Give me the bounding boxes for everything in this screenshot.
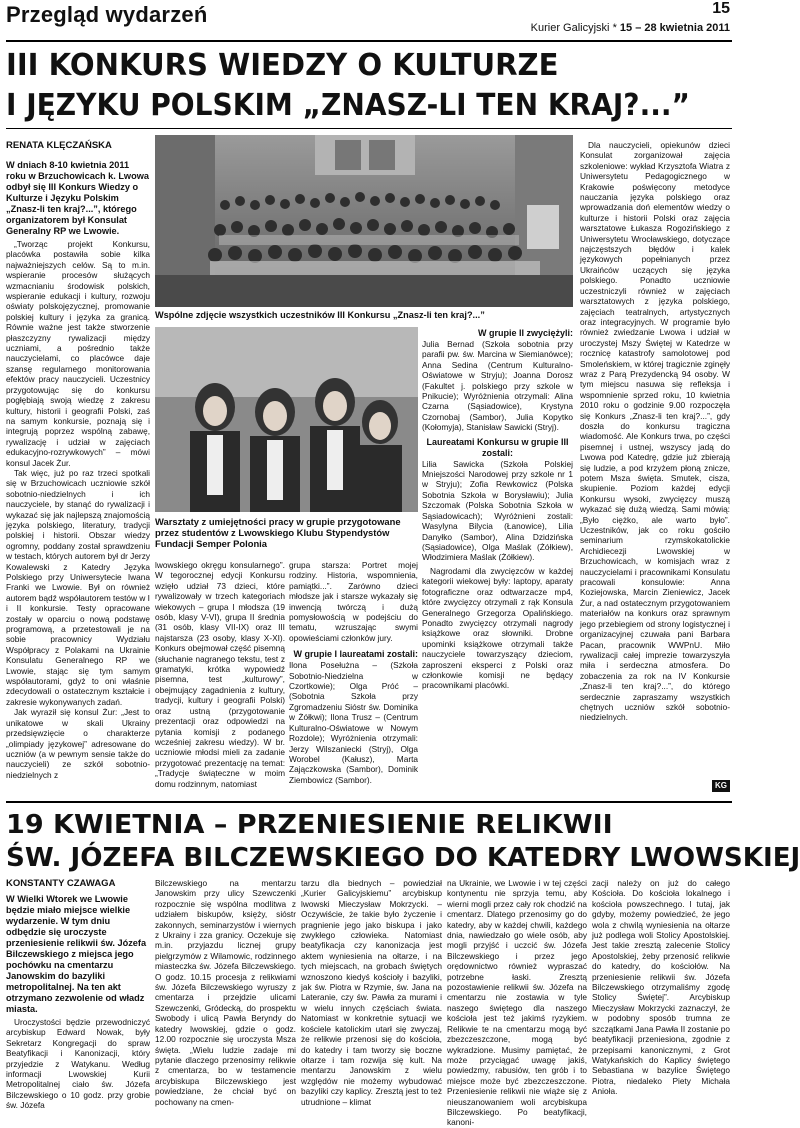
group-photo-image	[155, 135, 573, 307]
article2-column-2	[155, 878, 296, 1106]
winners-group-2-header: W grupie II zwyciężyli:	[477, 328, 573, 338]
article1-paragraph: Nagrodami dla zwycięzców w każdej kategorii wiekowej były: laptopy, aparaty fotograficzne oraz odtwarzacze mp4, które zwycięzcy otrzymali z rąk Konsula Generalnego Grzegorza Opalińskiego. Ponadto zwycięzcy otrzymali nagrody książkowe oraz słowniki. Drobne upominki książkowe otrzymali także nauczyciele towarzyszący dzieciom, zaproszeni eksperci z Polski oraz członkowie komisji ne będący pracownikami placówki.	[422, 566, 573, 691]
group-photo-caption: Wspólne zdjęcie wszystkich uczestników III Konkursu „Znasz-li ten kraj?...”	[155, 310, 485, 320]
issue-separator: *	[612, 22, 620, 34]
article1-paragraph: „Tworząc projekt Konkursu, placówka postawiła sobie kilka najważniejszych celów. Są to m.in. wspieranie procesów służących wzmacnianiu środowisk polskich, wspieranie edukacji i kultury, rozwoju oświaty polskojęzycznej, promowanie polskiej kultury i języka za granicą. Równie ważne jest także stworzenie płaszczyzny rywalizacji między uczniami, a pośrednio także nauczycielami, co placówce daje szansę regularnego monitorowania efektów pracy nauczycieli. Uczestnicy przygotowując się do konkursu pogłębiają swoją wiedzę z zakresu kultury, historii i geografii Polski, zaś na samym konkursie, poznają się i integrują poprzez wspólną zabawę, rywalizację i udział w zajęciach edukacyjno-rozrywkowych” – mówi konsul Jacek Żur.	[6, 239, 150, 468]
article1-paragraph: lwowskiego okręgu konsularnego”. W tegorocznej edycji Konkursu wzięło udział 73 dzieci, które rywalizowały w trzech kategoriach wiekowych – grupa I młodsza (19 osób, klasy V-VI), grupa II średnia (31 osób, klasy VII-IX) oraz III najstarsza (23 osoby, klasy X-XI). Konkurs obejmował część pisemną (słuchanie nagranego tekstu, test z gramatyki, krótka wypowiedź pisemna, test „kulturowy”, obejmujący zagadnienia z kultury, tradycji, kultury i geografii Polski) oraz ustną (przygotowanie prezentacji oraz odpowiedzi na pytania komisji z podanego wcześniej zakresu wiedzy). W br. uczniowie młodsi mieli za zadanie przygotować prezentację na temat: „Tradycje świąteczne w moim domu rodzinnym, natomiast	[155, 560, 285, 789]
section-title: Przegląd wydarzeń	[6, 2, 208, 27]
kg-logo: KG	[712, 780, 730, 792]
article2-title-line2: ŚW. JÓZEFA BILCZEWSKIEGO DO KATEDRY LWOWSKIEJ	[6, 843, 800, 873]
article2-lead: W Wielki Wtorek we Lwowie będzie miało miejsce wielkie wydarzenie. W tym dniu odbędzie się uroczyste przeniesienie relikwii św. Józefa Bilczewskiego z miejsca jego pochówku na cmentarzu Janowskim do bazyliki metropolitalnej. Na ten akt otrzymano zezwolenie od władz miasta.	[6, 894, 147, 1014]
article1-paragraph: Dla nauczycieli, opiekunów dzieci Konsulat zorganizował zajęcia szkoleniowe: wykład Krzysztofa Wiatra z Uniwersytetu Pedagogicznego w Krakowie poświęcony metodyce nauczania języka polskiego oraz wprowadzania doń elementów wiedzy o kulturze i historii Polski oraz zajęcia warsztatowe Łukasza Rogozińskiego z Uniwersytetu Wrocławskiego, dotyczące najczęstszych błędów i kalek językowych popełnianych przez Ukraińców uczących się języka polskiego. Ponadto uczniowie uczestniczyli również w zajęciach warsztatowych z języka polskiego, zajęciach teatralnych, artystycznych oraz integracyjnych. W programie było również zwiedzanie Lwowa i udział w uroczystej Mszy Świętej w Katedrze w rocznicę katastrofy samolotowej pod Smoleńskiem, w której tragicznie zginęły wraz z Parą Prezydencką 94 osoby. W tym miejscu nasuwa się refleksja i wspomnienie sprzed roku, 10 kwietnia 2010 roku o godzinie 9.00 rozpoczęła się Konkurs „Znasz-li ten kraj?...”, gdy doszła do konkursu tragiczna wiadomość. Ale Konkurs trwa, po części pisemnej i ustnej, wszyscy jadą do Lwowa pod Katedrę, gdzie już zbierają się ludzie, a pod krzyżem płoną znicze, potem Msza święta. Smutek, cisza, skupienie. Poziom każdej edycji Konkursu wysoki, zwycięzcy muszą wykazać się dużą wiedzą. Sami mówią: „Było ciężko, ale warto było”. Uczestników, jak co roku gościło seminarium rzymskokatolickie Archidiecezji Lwowskiej w Brzuchowicach, w komisjach wraz z nauczycielami i pracownikami Konsulatu pracowali konsulowie: Anna Koziejowska, Marcin Zieniewicz, Jacek Żur, a nad ostatecznym przygotowaniem materiałów na konkurs oraz sprawnym jego przebiegiem od strony logistycznej i organizacyjnej czuwała pani Barbara Pacan, pracownik WWPnU. Miło rywalizacji całej imprezie towarzyszyła miła i serdeczna atmosfera. Do zobaczenia za rok na IV Konkursie „Znasz-li ten kraj?...”, do którego serdecznie zapraszamy wszystkich chętnych uczniów szkół sobotnio-niedzielnych.	[580, 140, 730, 723]
article1-paragraph: Tak więc, już po raz trzeci spotkali się w Brzuchowicach uczniowie szkół sobotnio-niedzielnych i ich nauczyciele, by stanąć do rywalizacji i wykazać się jak najlepszą znajomością języka polskiego, literatury, tradycji polskiej i historii. Obszar wiedzy ogromny, poddany został sprawdzeniu w testach, których autorem był dr Jerzy Kowalewski z Katedry Języka Polskiego przy Uniwersytecie Iwana Franki we Lwowie. Był on również autorem bądź współautorem testów w I i II konkursie. Testy opracowane zostały w oparciu o nową podstawę programową, a przetestowali je na sobie pracownicy Wydziału Współpracy z Polakami na Ukrainie Konsulatu Generalnego RP we Lwowie, stając się tym samym współautorami, gdyż to oni właśnie zdecydowali o ostatecznym kształcie i zakresie wykonywanych zadań.	[6, 467, 150, 707]
article1-lead: W dniach 8-10 kwietnia 2011 roku w Brzuchowicach k. Lwowa odbył się III Konkurs Wiedzy o Kulturze i Języku Polskim „Znasz-li ten kraj?...”, którego organizatorem był Konsulat Generalny RP we Lwowie.	[6, 160, 149, 236]
article1-title-line1: III KONKURS WIEDZY O KULTURZE	[6, 48, 559, 83]
winners-group-2-3	[422, 328, 573, 564]
winners-group-3-header: Laureatami Konkursu w grupie III zostali:	[426, 436, 569, 458]
article2-column-5	[592, 878, 730, 1106]
page-number: 15	[712, 0, 730, 17]
paper-name: Kurier Galicyjski	[530, 22, 610, 34]
winners-group-3-list: Lilia Sawicka (Szkoła Polskiej Mniejszości Narodowej przy szkole nr 1 w Stryju); Zofia Rewkowicz (Polska Sobotnia Szkoła w Borysławiu); Julia Szczomak (Polska Sobotnia Szkoła w Sąsiadowicach); Wyróżnieni zostali: Wasylyna Bilycia (Łanowice), Lilia Danyłko (Sambor), Alina Dzidzińska (Sąsiadowice), Olga Maślak (Żółkiew), Włodzimiera Maślak (Żółkiew).	[422, 458, 573, 563]
article2-paragraph: Uroczystości będzie przewodniczyć arcybiskup Edward Nowak, były Sekretarz Kongregacji do spraw Beatyfikacji i Kanonizacji, który przyjedzie z Watykanu. Według informacji Lwowskiej Kurii Metropolitalnej ciało św. Józefa Bilczewskiego o 10 godz. przy grobie św. Józefa	[6, 1017, 150, 1111]
article1-column-3	[289, 560, 418, 798]
article2-paragraph: tarzu dla biednych – powiedział „Kurier Galicyjskiemu” arcybiskup lwowski Mieczysław Mokrzycki. – Oczywiście, że takie było życzenie i pragnienie jego jako biskupa i jako zwykłego człowieka. Natomiast beatyfikacja czy kanonizacja jest aktem wyniesienia na ołtarze, i na tych miejscach, na grobach świętych wznoszono kiedyś kościoły i bazyliki, jak św. Piotra w Rzymie, św. Jana na Lateranie, czy św. Pawła za murami i w wielu innych częściach świata. Natomiast w konkretnie sytuacji we kościele katolickim utarł się zwyczaj, że relikwie przenosi się do kościoła, do katedry i tam tworzy się boczne ołtarze i tam rozwija się kult. Na mentarzu Janowskim z wielu względów nie możemy wybudować bazyliki czy kaplicy. Zresztą jest to też utrudnione – klimat	[301, 878, 442, 1107]
winners-group-2-list: Julia Bernad (Szkoła sobotnia przy parafii pw. św. Marcina w Siemianówce); Anna Sedina (Centrum Kulturalno-Oświatowe w Stryju); Joanna Dorosz (Fakultet j. polskiego przy szkole w Pnikucie); Wyróżnienia otrzymali: Alina Czarna (Sąsiadowice), Krystyna Czornobaj (Sambor), Julia Kopytko (Kołomyja), Stanisław Sawicki (Stryj).	[422, 339, 573, 433]
article-divider	[6, 801, 732, 803]
article2-column-3	[301, 878, 442, 1106]
article2-paragraph: Bilczewskiego na mentarzu Janowskim przy ulicy Szewczenki rozpocznie się wspólna modlitwa z udziałem biskupów, księży, sióstr zakonnych, seminarzystów i wiernych z Ukrainy i zza granicy. Oczekuje się m.in. przyjazdu licznej grupy pielgrzymów z Wilamowic, rodzinnego miasteczka św. Józefa Bilczewskiego. O godz. 10.15 procesja z relikwiami św. Józefa Bilczewskiego wyruszy z cmentarza i przejdzie ulicami Szewczenki, Gródecką, do prospektu Swobody i ulicą Pawła Beryndy do katedry lwowskiej, gdzie o godz. 12.00 rozpocznie się uroczysta Msza święta. „Wielu ludzie zadaje mi pytanie dlaczego przenosimy relikwie z cmentarza, bo w testamencie arcybiskupa Bilczewskiego jest powiedziane, że chciał być on pochowany na cmen-	[155, 878, 296, 1107]
article2-byline: KONSTANTY CZAWAGA	[6, 878, 116, 889]
article1-column-1	[6, 160, 150, 800]
group-photo	[155, 135, 573, 307]
article1-byline: RENATA KLĘCZAŃSKA	[6, 140, 112, 151]
masthead-rule	[6, 40, 732, 42]
article2-title-line1: 19 KWIETNIA – PRZENIESIENIE RELIKWII	[6, 810, 613, 840]
article2-paragraph: zacji należy on już do całego Kościoła. Do kościoła lokalnego i kościoła powszechnego. I tutaj, jak gdyby, możemy powiedzieć, że jego wola z chwilą wyniesienia na ołtarze już podlega woli Stolicy Apostolskiej. Jest takie zresztą zalecenie Stolicy Apostolskiej, żeby przenosić relikwie do katedry, do kościołów. Na przeniesienie relikwii św. Józefa Bilczewskiego otrzymaliśmy zgodę Stolicy Świętej”. Arcybiskup Mieczysław Mokrzycki zaznaczył, że w podobny sposób trumna ze szczątkami Jana Pawła II zostanie po beatyfikacji przeniesiona, zgodnie z przepisami kanonicznymi, z Grot Watykańskich do Kaplicy świętego Sebastiana w bazylice Świętego Piotra, niedaleko Piety Michała Anioła.	[592, 878, 730, 1097]
issue-dates: 15 – 28 kwietnia 2011	[619, 22, 730, 34]
article1-paragraph: grupa starsza: Portret mojej rodziny. Historia, wspomnienia, pamiątki...”. Zarówno dzieci młodsze jak i starsze wykazały się inwencją twórczą i dużą pomysłowością w podejściu do tematu, wzruszając swymi opowieściami członków jury.	[289, 560, 418, 643]
article1-column-5	[580, 140, 730, 776]
article2-paragraph: na Ukrainie, we Lwowie i w tej części kontynentu nie sprzyja temu, aby wierni mogli przez cały rok chodzić na cmentarz. Dlatego przenosimy go do katedry, aby w każdej chwili, każdego dnia, nawiedzało go wiele osób, aby mogli przyjść i uczcić św. Józefa Bilczewskiego i przez jego orędownictwo również wypraszać potrzebne łaski. Zresztą pozostawienie relikwii św. Józefa na cmentarzu nie zostawia w tyle naszego świętego dla naszego kościoła jest też jakimś ryzykiem. Relikwie te na cmentarzu mogą być zbezczeszczone, mogą być wykradzione. Musimy pamiętać, że może przyciągać uwagę jakiś, powiedzmy, rabusiów, ten grób i to miejsce może być zbezczeszczone. Przeniesienie relikwii nie wiąże się z nieuszanowaniem woli arcybiskupa Bilczewskiego. Po beatyfikacji, kanoni-	[447, 878, 587, 1128]
workshop-photo	[155, 327, 418, 512]
article1-column-2	[155, 560, 285, 798]
issue-line	[531, 22, 730, 34]
article1-title-rule	[6, 128, 732, 129]
masthead	[0, 0, 736, 42]
winners-group-1-list: Ilona Posełużna – (Szkoła Sobotnio-Niedzielna w Czortkowie); Olga Próć – (Sobotnia Szkoła przy Zgromadzeniu Sióstr św. Dominika w Żółkwi); Ilona Trusz – (Centrum Kulturalno-Oświatowe w Nowym Rozdole); Wyróżnienia otrzymali: Jerzy Wilszaniecki (Stryj), Olga Worobel (Kałusz), Marta Zajączkowska (Sambor), Dominik Ziembowicz (Sambor).	[289, 660, 418, 785]
workshop-photo-caption: Warsztaty z umiejętności pracy w grupie przygotowane przez studentów z Lwowskiego Klubu Stypendystów Fundacji Semper Polonia	[155, 516, 401, 549]
article1-title-line2: I JĘZYKU POLSKIM „ZNASZ-LI TEN KRAJ?...”	[6, 88, 690, 123]
winners-group-1-header: W grupie I laureatami zostali:	[293, 649, 418, 660]
article2-column-4	[447, 878, 587, 1128]
article1-column-4	[422, 566, 573, 798]
article1-paragraph: Jak wyraził się konsul Żur: „Jest to unikatowe w skali Ukrainy przedsięwzięcie o charakterze „olimpiady językowej” adresowane do uczniów (a w pewnym sensie także do nauczycieli) ze szkół sobotnio-niedzielnych z	[6, 707, 150, 780]
article2-column-1	[6, 894, 150, 1111]
workshop-photo-image	[155, 327, 418, 512]
